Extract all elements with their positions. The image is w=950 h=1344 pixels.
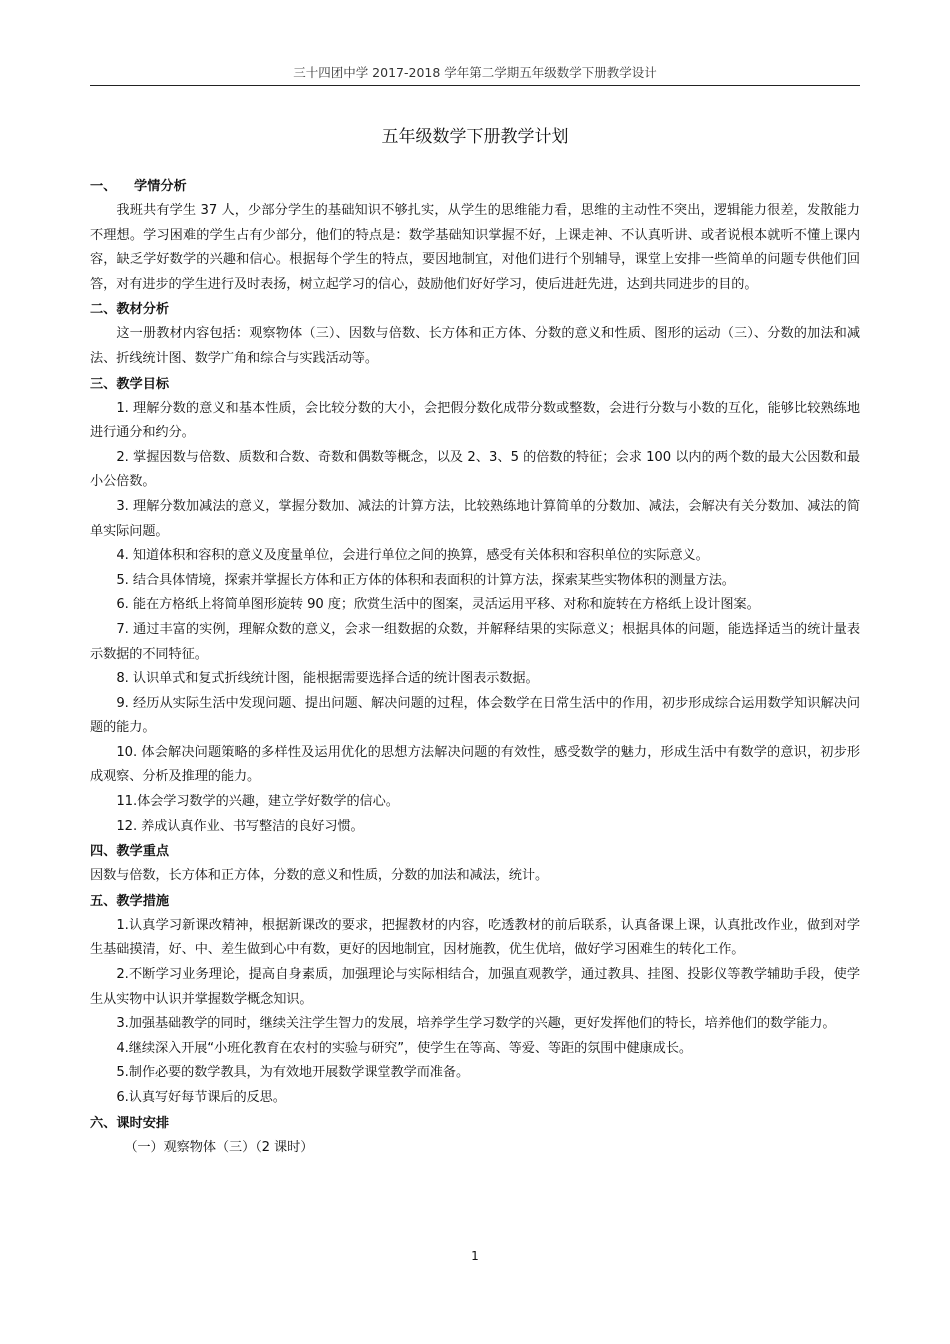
section-number: 四、 bbox=[90, 844, 117, 860]
section-heading-5 bbox=[90, 889, 860, 914]
section-heading-3 bbox=[90, 372, 860, 397]
section-title: 教学措施 bbox=[116, 893, 170, 909]
paragraph: 因数与倍数，长方体和正方体，分数的意义和性质，分数的加法和减法，统计。 bbox=[90, 868, 549, 884]
measure-item: 3.加强基础教学的同时，继续关注学生智力的发展，培养学生学习数学的兴趣，更好发挥他们的特长，培养他们的数学能力。 bbox=[116, 1016, 836, 1032]
header-rule bbox=[90, 85, 860, 86]
document-body bbox=[90, 174, 860, 1160]
section-heading-6 bbox=[90, 1111, 860, 1136]
section-title: 学情分析 bbox=[134, 179, 187, 194]
section-number: 一、 bbox=[90, 179, 117, 194]
section-number: 三、 bbox=[90, 376, 117, 392]
goal-item: 9. 经历从实际生活中发现问题、提出问题、解决问题的过程，体会数学在日常生活中的作用，初步形成综合运用数学知识解决问题的能力。 bbox=[90, 695, 860, 736]
goal-item: 2. 掌握因数与倍数、质数和合数、奇数和偶数等概念，以及 2、3、5 的倍数的特征；会求 100 以内的两个数的最大公因数和最小公倍数。 bbox=[90, 449, 860, 490]
section-heading-4 bbox=[90, 839, 860, 864]
goal-item: 7. 通过丰富的实例，理解众数的意义，会求一组数据的众数，并解释结果的实际意义；根据具体的问题，能选择适当的统计量表示数据的不同特征。 bbox=[90, 621, 860, 662]
paragraph: 我班共有学生 37 人，少部分学生的基础知识不够扎实，从学生的思维能力看，思维的主动性不突出，逻辑能力很差，发散能力不理想。学习困难的学生占有少部分，他们的特点是：数学基础知识掌握不好，上课走神、不认真听讲、或者说根本就听不懂上课内容，缺乏学好数学的兴趣和信心。根据每个学生的特点，要因地制宜，对他们进行个别辅导，课堂上安排一些简单的问题专供他们回答，对有进步的学生进行及时表扬，树立起学习的信心，鼓励他们好好学习，使后进赶先进，达到共同进步的目的。 bbox=[90, 203, 860, 292]
goal-item: 11.体会学习数学的兴趣，建立学好数学的信心。 bbox=[116, 794, 399, 810]
section-heading-1 bbox=[90, 174, 860, 199]
goal-item: 1. 理解分数的意义和基本性质，会比较分数的大小，会把假分数化成带分数或整数，会进行分数与小数的互化，能够比较熟练地进行通分和约分。 bbox=[90, 400, 860, 441]
measure-item: 2.不断学习业务理论，提高自身素质，加强理论与实际相结合，加强直观教学，通过教具、挂图、投影仪等教学辅助手段，使学生从实物中认识并掌握数学概念知识。 bbox=[90, 967, 860, 1007]
section-title: 教学重点 bbox=[116, 844, 170, 860]
measure-item: 6.认真写好每节课后的反思。 bbox=[116, 1090, 286, 1105]
section-title: 教学目标 bbox=[116, 376, 170, 392]
goal-item: 6. 能在方格纸上将简单图形旋转 90 度；欣赏生活中的图案，灵活运用平移、对称和旋转在方格纸上设计图案。 bbox=[116, 597, 760, 613]
goal-item: 10. 体会解决问题策略的多样性及运用优化的思想方法解决问题的有效性，感受数学的魅力，形成生活中有数学的意识，初步形成观察、分析及推理的能力。 bbox=[90, 744, 860, 785]
schedule-item: （一）观察物体（三）（2 课时） bbox=[124, 1139, 314, 1155]
document-title: 五年级数学下册教学计划 bbox=[381, 127, 569, 147]
measure-item: 4.继续深入开展“小班化教育在农村的实验与研究”，使学生在等高、等爱、等距的氛围中健康成长。 bbox=[116, 1040, 692, 1056]
measure-item: 5.制作必要的数学教具，为有效地开展数学课堂教学而准备。 bbox=[116, 1065, 470, 1081]
section-title: 教材分析 bbox=[116, 302, 170, 318]
goal-item: 4. 知道体积和容积的意义及度量单位，会进行单位之间的换算，感受有关体积和容积单位的实际意义。 bbox=[116, 548, 709, 564]
page-number: 1 bbox=[471, 1249, 479, 1263]
measure-item: 1.认真学习新课改精神，根据新课改的要求，把握教材的内容，吃透教材的前后联系，认真备课上课，认真批改作业，做到对学生基础摸清，好、中、差生做到心中有数，更好的因地制宜，因材施教，优生优培，做好学习困难生的转化工作。 bbox=[90, 917, 860, 958]
section-number: 五、 bbox=[90, 893, 117, 909]
running-header: 三十四团中学 2017-2018 学年第二学期五年级数学下册教学设计 bbox=[293, 65, 657, 80]
goal-item: 5. 结合具体情境，探索并掌握长方体和正方体的体积和表面积的计算方法，探索某些实物体积的测量方法。 bbox=[116, 572, 735, 588]
section-number: 六、 bbox=[90, 1115, 117, 1131]
section-number: 二、 bbox=[90, 302, 117, 318]
section-title: 课时安排 bbox=[116, 1115, 170, 1131]
paragraph: 这一册教材内容包括：观察物体（三）、因数与倍数、长方体和正方体、分数的意义和性质、图形的运动（三）、分数的加法和减法、折线统计图、数学广角和综合与实践活动等。 bbox=[90, 326, 860, 366]
goal-item: 12. 养成认真作业、书写整洁的良好习惯。 bbox=[116, 818, 364, 834]
goal-item: 8. 认识单式和复式折线统计图，能根据需要选择合适的统计图表示数据。 bbox=[116, 671, 539, 687]
goal-item: 3. 理解分数加减法的意义，掌握分数加、减法的计算方法，比较熟练地计算简单的分数加、减法，会解决有关分数加、减法的简单实际问题。 bbox=[90, 498, 860, 539]
section-heading-2 bbox=[90, 297, 860, 322]
